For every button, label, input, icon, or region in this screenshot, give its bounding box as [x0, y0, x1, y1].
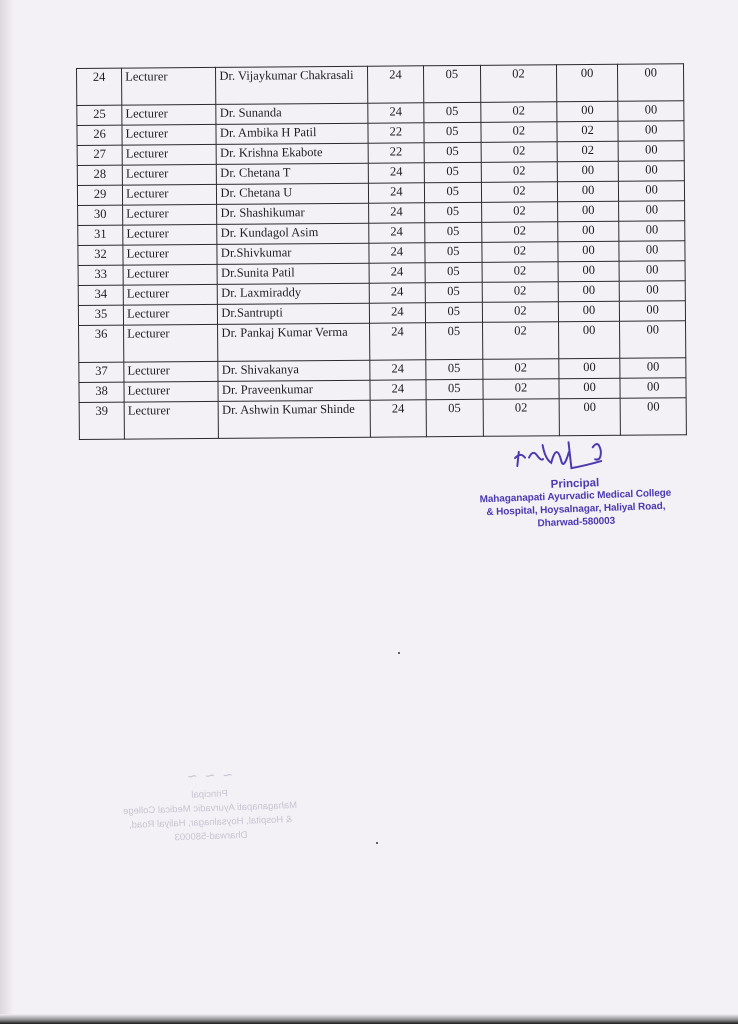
cell-v4: 00 — [556, 64, 618, 101]
cell-designation: Lecturer — [123, 244, 217, 265]
cell-v3: 02 — [482, 202, 558, 223]
cell-no: 36 — [79, 325, 124, 362]
cell-v2: 05 — [426, 399, 484, 436]
cell-v2: 05 — [425, 282, 483, 302]
cell-v4: 00 — [558, 221, 620, 241]
cell-v3: 02 — [482, 322, 558, 360]
cell-designation: Lecturer — [124, 324, 219, 362]
scan-speck — [376, 842, 378, 844]
cell-name: Dr. Pankaj Kumar Verma — [218, 323, 370, 361]
cell-designation: Lecturer — [124, 401, 219, 439]
cell-no: 27 — [77, 145, 122, 165]
cell-v5: 00 — [619, 241, 685, 262]
cell-name: Dr. Chetana U — [217, 183, 369, 204]
cell-name: Dr.Santrupti — [218, 303, 370, 324]
cell-name: Dr. Shashikumar — [217, 203, 369, 224]
cell-v5: 00 — [618, 101, 684, 122]
table-row — [77, 64, 684, 106]
cell-v1: 24 — [369, 283, 425, 303]
ghost-title: Principal — [191, 788, 228, 801]
scan-speck — [398, 652, 400, 654]
cell-designation: Lecturer — [122, 124, 216, 145]
staff-table — [76, 63, 687, 440]
ghost-line-1: Mahaganapati Ayurvadic Medical College — [122, 799, 298, 818]
cell-v3: 02 — [481, 182, 557, 203]
cell-v5: 00 — [620, 378, 686, 399]
cell-v1: 24 — [368, 163, 424, 183]
cell-v2: 05 — [424, 162, 482, 182]
cell-v3: 02 — [481, 102, 557, 123]
cell-v5: 00 — [620, 398, 686, 436]
cell-v4: 00 — [557, 101, 619, 121]
ghost-line-3: Dharwad-580003 — [174, 829, 248, 844]
cell-name: Dr.Shivkumar — [217, 243, 369, 264]
stamp-line-1: Mahaganapati Ayurvadic Medical College — [479, 487, 672, 506]
cell-designation: Lecturer — [123, 204, 217, 225]
cell-no: 26 — [77, 125, 122, 145]
cell-v5: 00 — [620, 281, 686, 302]
cell-v4: 00 — [559, 358, 621, 378]
cell-name: Dr. Ashwin Kumar Shinde — [219, 400, 371, 438]
cell-v2: 05 — [424, 242, 482, 262]
cell-no: 24 — [77, 68, 122, 105]
cell-v1: 24 — [368, 66, 424, 103]
mirrored-stamp-ghost — [59, 765, 361, 849]
cell-no: 35 — [78, 305, 123, 325]
cell-v1: 24 — [370, 380, 426, 400]
cell-designation: Lecturer — [122, 104, 216, 125]
cell-no: 29 — [77, 185, 122, 205]
cell-v4: 00 — [557, 161, 619, 181]
stamp-line-2: & Hospital, Hoysalnagar, Haliyal Road, — [486, 500, 666, 519]
cell-v2: 05 — [424, 202, 482, 222]
cell-v3: 02 — [483, 399, 559, 437]
cell-v4: 00 — [558, 241, 620, 261]
cell-v3: 02 — [481, 142, 557, 163]
cell-v3: 02 — [482, 222, 558, 243]
table-row — [79, 321, 686, 363]
cell-name: Dr. Kundagol Asim — [217, 223, 369, 244]
cell-name: Dr. Praveenkumar — [218, 380, 370, 401]
cell-v1: 22 — [368, 143, 424, 163]
cell-name: Dr.Sunita Patil — [217, 263, 369, 284]
cell-designation: Lecturer — [124, 381, 218, 402]
cell-v2: 05 — [424, 222, 482, 242]
cell-v4: 00 — [558, 301, 620, 321]
cell-name: Dr. Krishna Ekabote — [217, 143, 369, 164]
cell-v4: 02 — [557, 121, 619, 141]
cell-no: 34 — [78, 285, 123, 305]
cell-designation: Lecturer — [122, 164, 216, 185]
cell-no: 39 — [79, 402, 124, 439]
cell-no: 31 — [78, 225, 123, 245]
cell-name: Dr. Laxmiraddy — [218, 283, 370, 304]
cell-v3: 02 — [483, 359, 559, 380]
cell-v1: 24 — [369, 243, 425, 263]
scan-bottom-edge — [0, 1014, 738, 1024]
cell-no: 37 — [79, 362, 124, 382]
cell-v5: 00 — [620, 321, 686, 359]
cell-v1: 24 — [369, 263, 425, 283]
cell-v1: 24 — [368, 103, 424, 123]
cell-v1: 24 — [369, 183, 425, 203]
stamp-title: Principal — [550, 477, 600, 491]
cell-name: Dr. Sunanda — [216, 103, 368, 124]
cell-v5: 00 — [619, 161, 685, 182]
cell-no: 32 — [78, 245, 123, 265]
stamp-line-3: Dharwad-580003 — [537, 515, 616, 530]
scan-left-shadow — [0, 0, 14, 1024]
cell-v3: 02 — [480, 65, 556, 103]
cell-designation: Lecturer — [124, 361, 218, 382]
cell-no: 28 — [77, 165, 122, 185]
ghost-line-2: & Hospital, Hoysalnagar, Haliyal Road, — [128, 814, 293, 831]
cell-v1: 24 — [370, 323, 426, 360]
cell-v3: 02 — [482, 302, 558, 323]
cell-v4: 00 — [557, 201, 619, 221]
cell-v3: 02 — [481, 122, 557, 143]
cell-designation: Lecturer — [122, 67, 217, 105]
cell-v4: 00 — [558, 281, 620, 301]
cell-v3: 02 — [482, 262, 558, 283]
cell-designation: Lecturer — [123, 264, 217, 285]
cell-v2: 05 — [426, 379, 484, 399]
cell-v5: 00 — [619, 181, 685, 202]
cell-v1: 24 — [370, 360, 426, 380]
cell-name: Dr. Ambika H Patil — [216, 123, 368, 144]
cell-v5: 00 — [620, 301, 686, 322]
cell-v1: 24 — [369, 203, 425, 223]
ghost-signature: ~ ~ ~ — [185, 767, 233, 786]
cell-v3: 02 — [481, 162, 557, 183]
cell-v5: 00 — [619, 221, 685, 242]
cell-designation: Lecturer — [123, 304, 217, 325]
cell-v3: 02 — [483, 379, 559, 400]
cell-v2: 05 — [425, 262, 483, 282]
cell-v2: 05 — [423, 102, 481, 122]
cell-v4: 02 — [557, 141, 619, 161]
cell-name: Dr. Vijaykumar Chakrasali — [216, 66, 368, 104]
cell-no: 38 — [79, 382, 124, 402]
principal-stamp — [439, 435, 712, 533]
cell-v2: 05 — [423, 65, 481, 102]
cell-v1: 24 — [370, 400, 426, 437]
cell-v4: 00 — [559, 378, 621, 398]
cell-v1: 24 — [370, 303, 426, 323]
cell-v3: 02 — [482, 242, 558, 263]
cell-name: Dr. Shivakanya — [218, 360, 370, 381]
cell-v4: 00 — [559, 398, 621, 435]
cell-no: 30 — [78, 205, 123, 225]
cell-v5: 00 — [618, 64, 684, 102]
cell-designation: Lecturer — [123, 184, 217, 205]
cell-v5: 00 — [618, 141, 684, 162]
cell-v2: 05 — [424, 142, 482, 162]
cell-v3: 02 — [482, 282, 558, 303]
cell-v4: 00 — [558, 321, 620, 358]
cell-designation: Lecturer — [122, 144, 216, 165]
cell-v5: 00 — [619, 201, 685, 222]
cell-v1: 22 — [368, 123, 424, 143]
cell-no: 33 — [78, 265, 123, 285]
cell-v5: 00 — [618, 121, 684, 142]
cell-designation: Lecturer — [123, 284, 217, 305]
table-body — [77, 64, 687, 440]
cell-v1: 24 — [369, 223, 425, 243]
cell-no: 25 — [77, 105, 122, 125]
cell-v4: 00 — [557, 181, 619, 201]
cell-v2: 05 — [425, 302, 483, 322]
cell-v5: 00 — [619, 261, 685, 282]
cell-v2: 05 — [424, 182, 482, 202]
cell-name: Dr. Chetana T — [217, 163, 369, 184]
cell-designation: Lecturer — [123, 224, 217, 245]
cell-v5: 00 — [620, 358, 686, 379]
cell-v4: 00 — [558, 261, 620, 281]
cell-v2: 05 — [425, 322, 483, 359]
cell-v2: 05 — [423, 122, 481, 142]
principal-signature — [508, 432, 629, 476]
cell-v2: 05 — [425, 359, 483, 379]
